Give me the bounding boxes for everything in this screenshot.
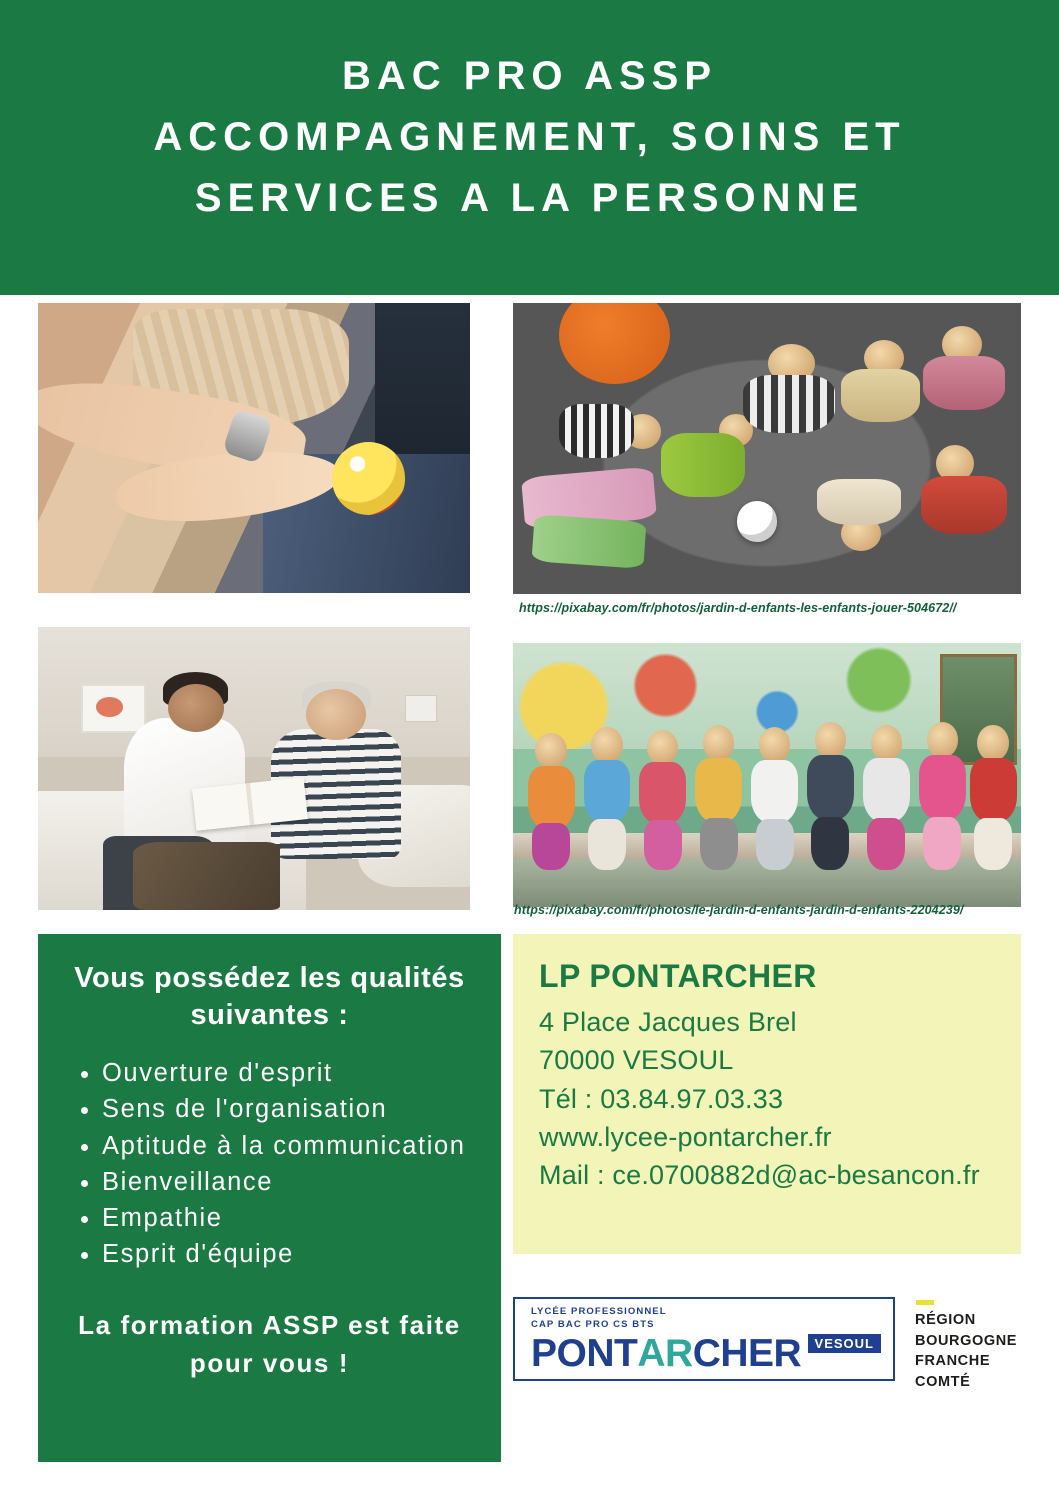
phone-number: Tél : 03.84.97.03.33: [539, 1083, 784, 1114]
photo-credit-kids-circle: https://pixabay.com/fr/photos/jardin-d-enfants-les-enfants-jouer-504672//: [519, 601, 957, 615]
school-name: LP PONTARCHER: [539, 958, 817, 994]
qualities-list: [68, 1056, 477, 1271]
address-line-2: 70000 VESOUL: [539, 1045, 734, 1076]
qualities-title: Vous possédez les qualités suivantes :: [74, 962, 465, 1032]
photo-kids-bench: [513, 643, 1021, 907]
list-item: • Esprit d'équipe: [102, 1237, 477, 1271]
region-accent-bar: [916, 1300, 934, 1305]
logo-city-badge: VESOUL: [808, 1334, 881, 1353]
logo-word-part-3: CHER: [692, 1331, 802, 1375]
logo-region-bourgogne-franche-comte: [915, 1300, 1035, 1390]
photo-credit-kids-bench: https://pixabay.com/fr/photos/le-jardin-d-enfants-jardin-d-enfants-2204239/: [514, 903, 964, 917]
email-address[interactable]: Mail : ce.0700882d@ac-besancon.fr: [539, 1160, 980, 1191]
list-item: • Bienveillance: [102, 1165, 477, 1199]
logo-pontarcher: [513, 1297, 895, 1381]
list-item: • Sens de l'organisation: [102, 1092, 477, 1126]
region-line-2: BOURGOGNE: [915, 1332, 1018, 1349]
header-title-line-2: ACCOMPAGNEMENT, SOINS ET: [153, 115, 906, 160]
logo-wordmark: [531, 1331, 881, 1375]
logo-tagline-line-1: LYCÉE PROFESSIONNEL: [531, 1306, 667, 1318]
list-item: • Ouverture d'esprit: [102, 1056, 477, 1090]
photo-elderly-ball: [38, 303, 470, 593]
website-link[interactable]: www.lycee-pontarcher.fr: [539, 1121, 832, 1152]
region-line-3: FRANCHE: [915, 1353, 991, 1370]
region-line-4: COMTÉ: [915, 1373, 971, 1390]
region-line-1: RÉGION: [915, 1312, 976, 1328]
qualities-box: [38, 934, 501, 1462]
photo-kids-circle: [513, 303, 1021, 594]
header-title-line-3: SERVICES A LA PERSONNE: [194, 175, 865, 220]
photo-reading: [38, 627, 470, 910]
header-title-line-1: BAC PRO ASSP: [341, 54, 717, 99]
logo-tagline-line-2: CAP BAC PRO CS BTS: [531, 1319, 655, 1330]
contact-box: [513, 934, 1021, 1254]
list-item: • Aptitude à la communication: [102, 1129, 477, 1163]
logo-word-part-1: PONT: [531, 1331, 638, 1375]
qualities-closing-text: La formation ASSP est faite pour vous !: [78, 1310, 461, 1378]
list-item: • Empathie: [102, 1201, 477, 1235]
poster-header: [0, 0, 1059, 295]
logo-word-part-2: AR: [637, 1331, 693, 1375]
address-line-1: 4 Place Jacques Brel: [539, 1007, 797, 1037]
